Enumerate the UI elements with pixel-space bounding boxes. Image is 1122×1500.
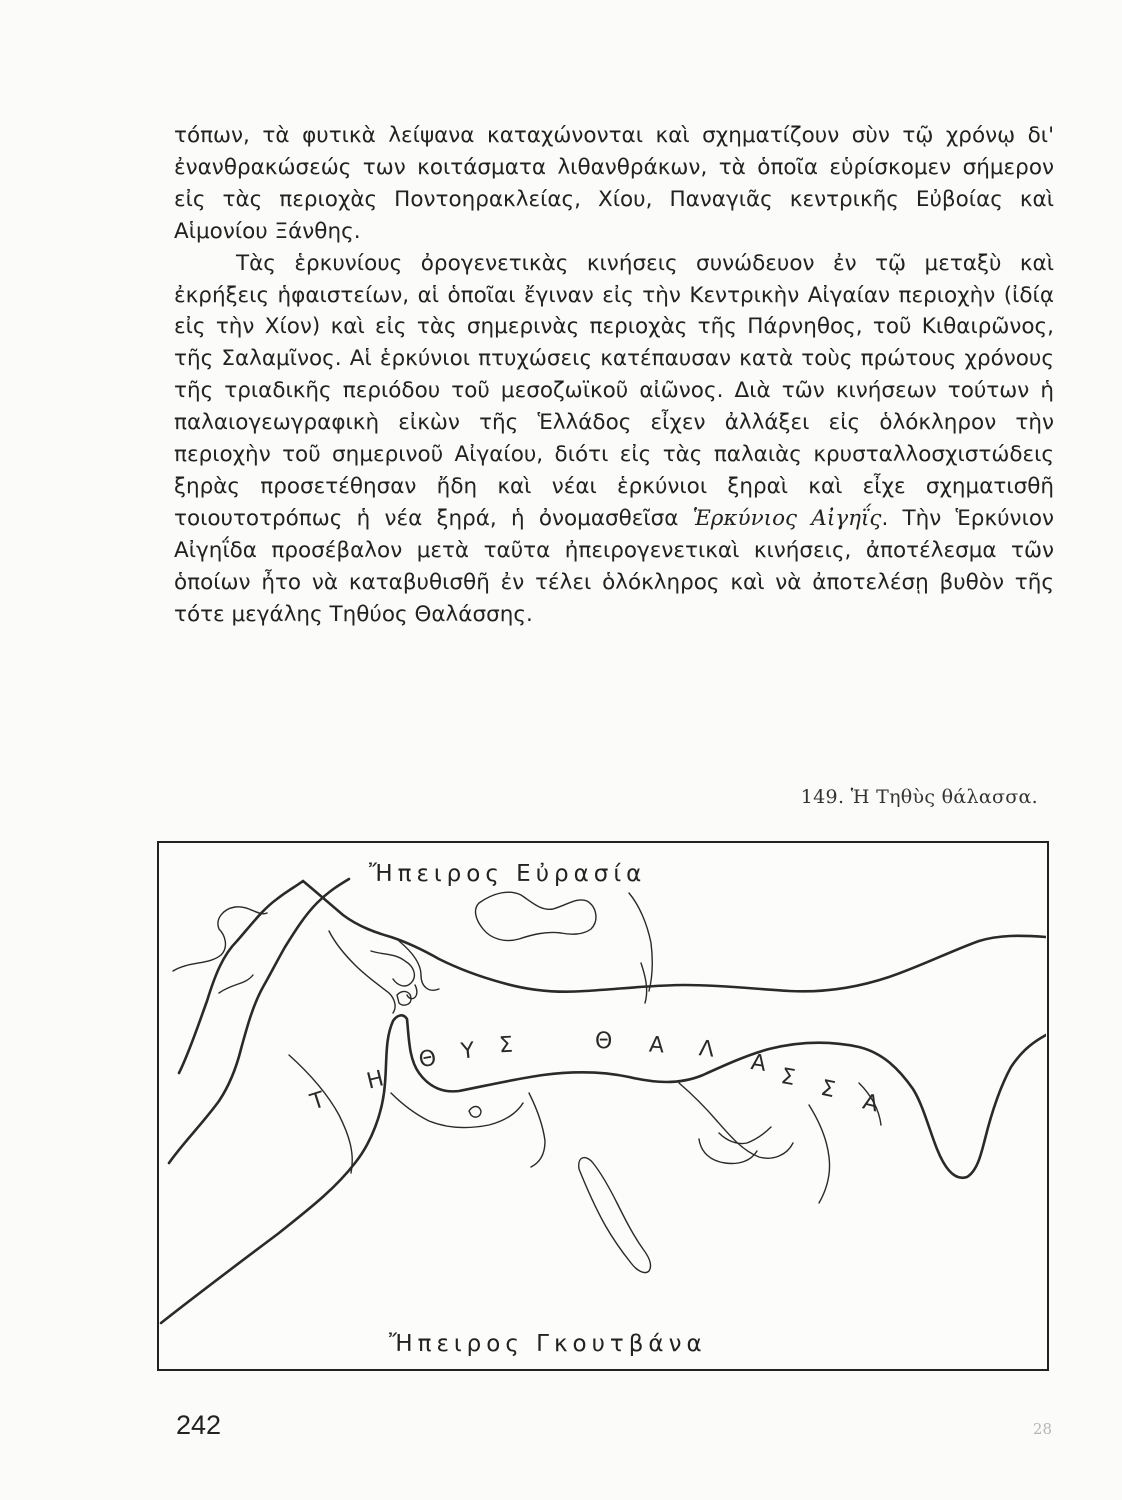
south-sketch-arabia — [529, 1083, 793, 1167]
island-south — [469, 1107, 481, 1118]
paragraph-2-text-before: Τὰς ἑρκυνίους ὀρογενετικὰς κινήσεις συνώδευον ἐν τῷ μεταξὺ καὶ ἐκρήξεις ἡφαιστείων, αἱ ὁποῖαι ἔγιναν εἰς τὴν Κεντρικὴν Αἰγαίαν περιοχὴν (ἰδίᾳ εἰς τὴν Χίον) καὶ εἰς τὰς σημερινὰς περιοχὰς τῆς Πάρνηθος, τοῦ Κιθαιρῶνος, τῆς Σαλαμῖνος. Αἱ ἑρκύνιοι πτυχώσεις κατέπαυσαν κατὰ τοὺς πρώτους χρόνους τῆς τριαδικῆς περιόδου τοῦ μεσοζωϊκοῦ αἰῶνος. Διὰ τῶν κινήσεων τούτων ἡ παλαιογεωγραφικὴ εἰκὼν τῆς Ἑλλάδος εἶχεν ἀλλάξει εἰς ὁλόκληρον τὴν περιοχὴν τοῦ σημερινοῦ Αἰγαίου, διότι εἰς τὰς παλαιὰς κρυσταλλοσχιστώδεις ξηρὰς προσετέθησαν ἤδη καὶ νέαι ἑρκύνιοι ξηραὶ καὶ εἶχε σχηματισθῆ τοιουτοτρόπως ἡ νέα ξηρά, ἡ ὀνομασθεῖσα — [174, 250, 1054, 531]
sea-letter: Θ — [416, 1045, 439, 1074]
corner-mark: 28 — [1032, 1420, 1052, 1438]
map-drawing — [159, 843, 1046, 1368]
north-shore — [179, 881, 1046, 1073]
south-sketch-island — [579, 1158, 651, 1273]
paragraph-1: τόπων, τὰ φυτικὰ λείψανα καταχώνονται καὶ σχηματίζουν σὺν τῷ χρόνῳ δι' ἐνανθρακώσεώς των κοιτάσματα λιθανθράκων, τὰ ὁποῖα εὑρίσκομεν σήμερον εἰς τὰς περιοχὰς Ποντοηρακλείας, Χίου, Παναγιᾶς κεντρικῆς Εὐβοίας καὶ Αἱμονίου Ξάνθης. — [174, 123, 1054, 244]
sea-letter: Τ — [307, 1087, 328, 1116]
paragraph-2-text-after: . Τὴν Ἑρκύνιον Αἰγηΐδα προσέβαλον μετὰ ταῦτα ἠπειρογενετικαὶ κινήσεις, ἀποτέλεσμα τῶν ὁποίων ἦτο νὰ καταβυθισθῆ ἐν τέλει ὁλόκληρος καὶ νὰ ἀποτελέσῃ βυθὸν τῆς τότε μεγάλης Τηθύος Θαλάσσης. — [174, 505, 1055, 627]
page-number: 242 — [176, 1410, 222, 1440]
tethys-map — [157, 841, 1049, 1371]
sea-letter: Σ — [498, 1032, 514, 1059]
north-shore-west — [169, 879, 349, 1163]
figure-caption: 149. Ἡ Τηθὺς θάλασσα. — [800, 786, 1038, 808]
sea-letter: Α — [749, 1050, 768, 1077]
paragraph-2 — [174, 248, 1054, 631]
sea-letter: Α — [860, 1089, 881, 1118]
sea-letter: Σ — [818, 1075, 838, 1104]
eurasia-label: Ἤπειρος Εὐρασία — [369, 861, 647, 887]
north-sketch-iberia — [173, 907, 267, 993]
gondwana-label: Ἤπειρος Γκουτβάνα — [389, 1331, 707, 1357]
body-text — [174, 120, 1054, 631]
sea-letter: Α — [648, 1032, 665, 1059]
sea-letter: Λ — [697, 1036, 716, 1063]
sea-letter: Θ — [595, 1029, 613, 1054]
sea-letter: Σ — [778, 1063, 797, 1092]
south-shore — [161, 1015, 1046, 1323]
sea-letter: Υ — [459, 1038, 476, 1065]
south-sketch-africa — [289, 1055, 523, 1173]
sea-letter: Η — [364, 1066, 387, 1095]
paragraph-2-italic-term: Ἑρκύνιος Αἰγηΐς — [692, 505, 882, 531]
